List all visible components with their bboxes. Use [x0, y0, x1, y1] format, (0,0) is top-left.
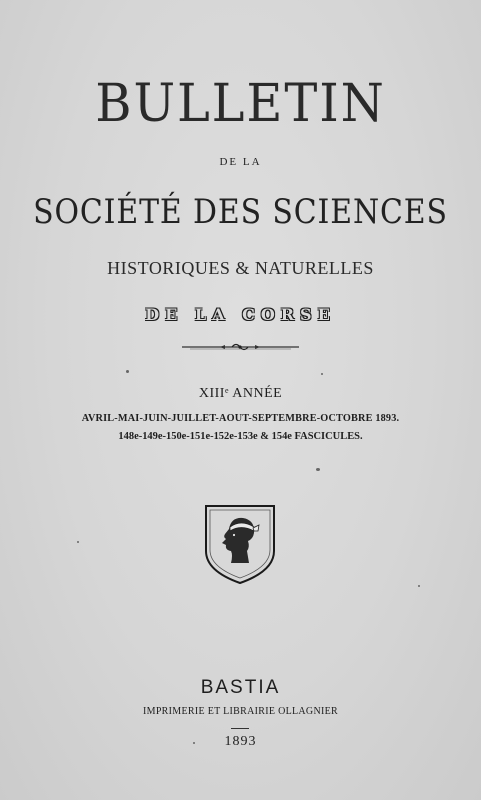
paper-speck: [316, 468, 320, 471]
volume-word: ANNÉE: [232, 386, 283, 401]
paper-speck: [77, 541, 79, 543]
divider-dash: [231, 728, 249, 729]
society-name: SOCIÉTÉ DES SCIENCES: [33, 192, 448, 232]
volume-year: [0, 386, 481, 402]
moor-head-coat-of-arms-icon: [203, 503, 277, 585]
ornament-divider-icon: [180, 340, 301, 354]
de-la-label: DE LA: [219, 156, 262, 168]
publication-year: 1893: [224, 734, 257, 749]
paper-speck: [321, 373, 323, 375]
months-line: AVRIL-MAI-JUIN-JUILLET-AOUT-SEPTEMBRE-OCTOBRE 1893.: [81, 412, 400, 424]
volume-suffix: e: [224, 386, 229, 395]
printer-name: IMPRIMERIE ET LIBRAIRIE OLLAGNIER: [143, 706, 338, 717]
publisher-city: BASTIA: [200, 677, 281, 698]
paper-speck: [193, 742, 195, 744]
paper-speck: [418, 585, 420, 587]
volume-number: XIII: [198, 386, 225, 401]
bulletin-title: BULLETIN: [95, 74, 386, 134]
fascicules-line: 148e-149e-150e-151e-152e-153e & 154e FASCICULES.: [118, 430, 363, 442]
society-subtitle: HISTORIQUES & NATURELLES: [107, 258, 374, 278]
region-label: DE LA CORSE: [145, 305, 336, 324]
paper-speck: [126, 370, 129, 373]
